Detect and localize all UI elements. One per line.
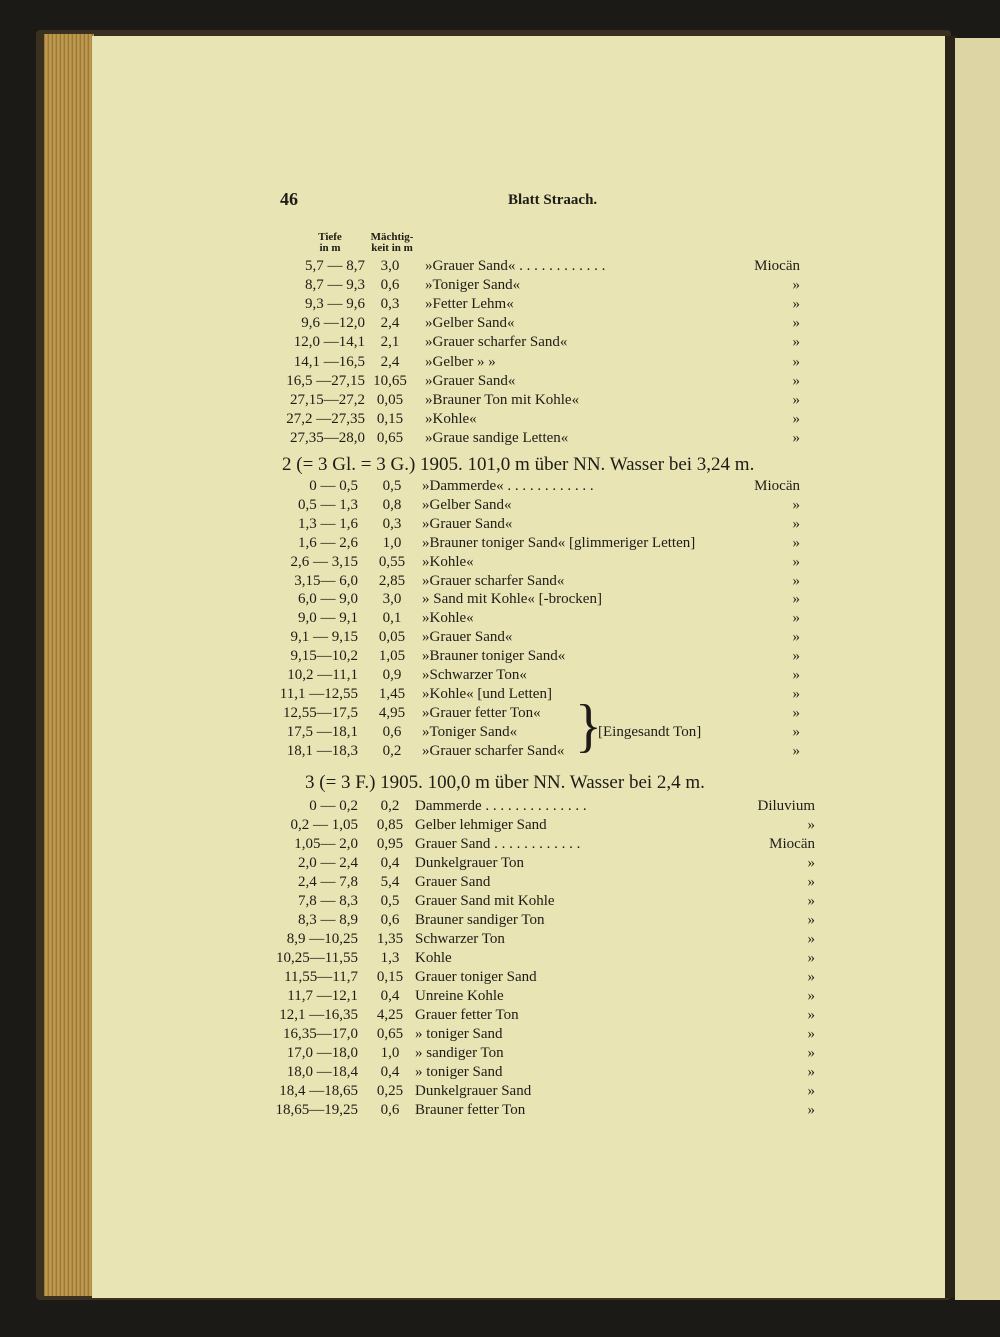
age-cell: » — [792, 553, 800, 570]
age-cell: » — [792, 610, 800, 627]
stratum-cell: »Grauer Sand« — [422, 515, 513, 532]
thickness-cell: 0,15 — [376, 410, 404, 427]
thickness-cell: 0,8 — [382, 496, 402, 513]
age-cell: » — [792, 704, 800, 721]
table-row — [270, 723, 800, 741]
age-cell: Miocän — [754, 478, 800, 494]
page-number: 46 — [280, 189, 298, 209]
table-row — [270, 647, 800, 665]
stratum-cell: »Fetter Lehm« — [425, 296, 514, 313]
stratum-cell: »Grauer Sand« — [425, 372, 516, 389]
stratum-cell: Dammerde . . . . . . . . . . . . . . — [415, 798, 587, 814]
thickness-cell: 1,45 — [378, 685, 406, 702]
depth-cell: 1,05— 2,0 — [294, 836, 358, 852]
thickness-cell: 0,65 — [376, 1026, 404, 1042]
thickness-cell: 4,25 — [376, 1007, 404, 1023]
depth-cell: 0 — 0,2 — [309, 798, 358, 814]
thickness-cell: 0,6 — [380, 912, 400, 928]
age-cell: » — [792, 534, 800, 551]
depth-cell: 10,2 —11,1 — [287, 667, 358, 683]
table-row — [270, 572, 800, 590]
age-cell: » — [792, 667, 800, 683]
table-row — [270, 257, 800, 275]
table-row — [270, 295, 800, 313]
header-depth-line2: in m — [319, 242, 341, 254]
thickness-cell: 0,85 — [376, 817, 404, 833]
thickness-cell: 0,2 — [380, 798, 400, 814]
stratum-cell: »Grauer scharfer Sand« — [422, 742, 565, 759]
thickness-cell: 0,2 — [382, 742, 402, 759]
depth-cell: 2,6 — 3,15 — [290, 553, 358, 570]
stratum-cell: »Graue sandige Letten« — [425, 429, 569, 446]
table-row — [270, 314, 800, 332]
age-cell: » — [792, 723, 800, 740]
depth-cell: 0,2 — 1,05 — [290, 817, 358, 833]
table-row — [265, 873, 815, 891]
table-row — [270, 553, 800, 571]
age-cell: » — [792, 591, 800, 608]
thickness-cell: 0,5 — [382, 478, 402, 494]
depth-cell: 27,15—27,2 — [290, 391, 365, 408]
thickness-cell: 0,55 — [378, 553, 406, 570]
age-cell: » — [792, 515, 800, 532]
thickness-cell: 0,4 — [380, 988, 400, 1004]
age-cell: » — [792, 629, 800, 646]
table-row — [270, 515, 800, 533]
depth-cell: 2,0 — 2,4 — [298, 855, 358, 871]
stratum-cell: Dunkelgrauer Ton — [415, 855, 525, 871]
table-row — [265, 987, 815, 1005]
age-cell: » — [792, 648, 800, 665]
depth-cell: 17,0 —18,0 — [286, 1045, 358, 1061]
age-cell: » — [792, 277, 800, 294]
table-row — [270, 609, 800, 627]
depth-cell: 9,3 — 9,6 — [305, 296, 365, 313]
thickness-cell: 0,3 — [380, 296, 400, 313]
thickness-cell: 0,65 — [376, 429, 404, 446]
depth-cell: 9,6 —12,0 — [301, 315, 365, 332]
depth-cell: 9,0 — 9,1 — [298, 610, 358, 627]
thickness-cell: 10,65 — [373, 372, 407, 389]
thickness-cell: 0,4 — [380, 1064, 400, 1080]
depth-cell: 27,35—28,0 — [290, 429, 365, 446]
age-cell: » — [792, 429, 800, 446]
stratum-cell: »Brauner toniger Sand« — [422, 648, 566, 665]
stratum-cell: »Brauner Ton mit Kohle« — [425, 391, 580, 408]
table-row — [265, 816, 815, 834]
stratum-cell: »Toniger Sand« — [425, 277, 521, 294]
table-row — [265, 949, 815, 967]
thickness-cell: 0,9 — [382, 667, 402, 683]
table-row — [270, 534, 800, 552]
stratum-cell: Kohle — [415, 950, 452, 966]
age-cell: » — [807, 817, 815, 833]
table-row — [265, 930, 815, 948]
age-cell: » — [807, 1083, 815, 1099]
depth-cell: 9,1 — 9,15 — [290, 629, 358, 646]
brace-glyph: } — [575, 693, 602, 759]
thickness-cell: 3,0 — [382, 591, 402, 608]
stratum-cell: » sandiger Ton — [415, 1045, 504, 1061]
age-cell: Miocän — [754, 258, 800, 274]
thickness-cell: 0,15 — [376, 969, 404, 985]
depth-cell: 27,2 —27,35 — [286, 410, 365, 427]
thickness-cell: 0,6 — [382, 723, 402, 740]
age-cell: » — [792, 296, 800, 313]
depth-cell: 9,15—10,2 — [290, 648, 358, 665]
age-cell: » — [807, 912, 815, 928]
age-cell: » — [792, 315, 800, 332]
thickness-cell: 1,3 — [380, 950, 400, 966]
thickness-cell: 1,0 — [380, 1045, 400, 1061]
age-cell: » — [792, 372, 800, 389]
age-cell: » — [807, 1026, 815, 1042]
stratum-cell: Grauer Sand mit Kohle — [415, 893, 555, 909]
table-row — [270, 685, 800, 703]
depth-cell: 10,25—11,55 — [276, 950, 358, 966]
stratum-cell: Schwarzer Ton — [415, 931, 505, 947]
thickness-cell: 0,05 — [376, 391, 404, 408]
header-thick-line2: keit in m — [371, 242, 413, 254]
thickness-cell: 0,1 — [382, 610, 402, 627]
depth-cell: 11,1 —12,55 — [279, 685, 358, 702]
thickness-cell: 2,1 — [380, 334, 400, 351]
table-row — [270, 372, 800, 390]
table-row — [265, 892, 815, 910]
age-cell: » — [807, 950, 815, 966]
depth-cell: 12,0 —14,1 — [293, 334, 365, 351]
bracket-note: [Eingesandt Ton] — [598, 724, 702, 740]
age-cell: » — [792, 742, 800, 759]
table-row — [265, 1101, 815, 1119]
depth-cell: 2,4 — 7,8 — [298, 874, 358, 890]
age-cell: » — [807, 1102, 815, 1118]
depth-cell: 8,3 — 8,9 — [298, 912, 358, 928]
thickness-cell: 0,25 — [376, 1083, 404, 1099]
stratum-cell: Grauer Sand . . . . . . . . . . . . — [415, 836, 581, 852]
depth-cell: 8,7 — 9,3 — [305, 277, 365, 294]
age-cell: » — [807, 1007, 815, 1023]
table-row — [270, 666, 800, 684]
table-row — [270, 276, 800, 294]
depth-cell: 5,7 — 8,7 — [305, 258, 365, 274]
table-row — [265, 1063, 815, 1081]
table-row — [265, 911, 815, 929]
table-row — [265, 1025, 815, 1043]
stratum-cell: Unreine Kohle — [415, 988, 504, 1004]
table-row — [270, 628, 800, 646]
thickness-cell: 2,4 — [380, 315, 400, 332]
age-cell: » — [807, 855, 815, 871]
stratum-cell: » toniger Sand — [415, 1064, 503, 1080]
stratum-cell: »Grauer scharfer Sand« — [422, 572, 565, 589]
age-cell: » — [807, 874, 815, 890]
age-cell: » — [792, 496, 800, 513]
column-header-depth — [305, 232, 355, 254]
section-2-heading: 2 (= 3 Gl. = 3 G.) 1905. 101,0 m über NN. Wasser bei 3,24 m. — [282, 454, 755, 475]
age-cell: Miocän — [769, 836, 815, 852]
table-row — [265, 1006, 815, 1024]
stratum-cell: »Grauer fetter Ton« — [422, 704, 541, 721]
thickness-cell: 4,95 — [378, 704, 406, 721]
thickness-cell: 5,4 — [380, 874, 400, 890]
depth-cell: 14,1 —16,5 — [293, 353, 365, 370]
table-row — [265, 854, 815, 872]
stratum-cell: »Gelber Sand« — [422, 496, 512, 513]
stratum-cell: »Grauer Sand« — [422, 629, 513, 646]
depth-cell: 18,1 —18,3 — [286, 742, 358, 759]
stratum-cell: Dunkelgrauer Sand — [415, 1083, 532, 1099]
stratum-cell: »Schwarzer Ton« — [422, 667, 527, 683]
depth-cell: 18,4 —18,65 — [279, 1083, 358, 1099]
age-cell: » — [792, 391, 800, 408]
age-cell: » — [792, 334, 800, 351]
depth-cell: 16,5 —27,15 — [286, 372, 365, 389]
depth-cell: 0,5 — 1,3 — [298, 496, 358, 513]
stratum-cell: Brauner sandiger Ton — [415, 912, 545, 928]
header-thick-line1: Mächtig- — [370, 231, 414, 243]
page-edges — [44, 34, 94, 1296]
stratum-cell: Grauer Sand — [415, 874, 491, 890]
depth-cell: 18,0 —18,4 — [286, 1064, 358, 1080]
table-row — [270, 742, 800, 760]
stratum-cell: »Gelber Sand« — [425, 315, 515, 332]
depth-cell: 11,7 —12,1 — [287, 988, 358, 1004]
age-cell: Diluvium — [757, 798, 815, 814]
table-row — [265, 1044, 815, 1062]
age-cell: » — [792, 410, 800, 427]
depth-cell: 1,6 — 2,6 — [298, 534, 358, 551]
stratum-cell: Grauer toniger Sand — [415, 969, 537, 985]
depth-cell: 12,55—17,5 — [283, 704, 358, 721]
thickness-cell: 3,0 — [380, 258, 400, 274]
page-title: Blatt Straach. — [508, 192, 598, 208]
table-row — [270, 496, 800, 514]
thickness-cell: 2,4 — [380, 353, 400, 370]
depth-cell: 8,9 —10,25 — [286, 931, 358, 947]
age-cell: » — [807, 1045, 815, 1061]
depth-cell: 6,0 — 9,0 — [298, 591, 358, 608]
depth-cell: 0 — 0,5 — [309, 478, 358, 494]
thickness-cell: 0,05 — [378, 629, 406, 646]
stratum-cell: Brauner fetter Ton — [415, 1102, 526, 1118]
thickness-cell: 0,4 — [380, 855, 400, 871]
section-3-heading: 3 (= 3 F.) 1905. 100,0 m über NN. Wasser bei 2,4 m. — [305, 772, 705, 793]
stratum-cell: »Grauer Sand« . . . . . . . . . . . . — [425, 258, 606, 274]
stratum-cell: »Brauner toniger Sand« [glimmeriger Letten] — [422, 534, 696, 551]
stratum-cell: Grauer fetter Ton — [415, 1007, 519, 1023]
thickness-cell: 1,0 — [382, 534, 402, 551]
table-row — [265, 968, 815, 986]
table-row — [270, 353, 800, 371]
thickness-cell: 2,85 — [378, 572, 406, 589]
age-cell: » — [807, 931, 815, 947]
table-row — [265, 1082, 815, 1100]
depth-cell: 3,15— 6,0 — [294, 572, 358, 589]
table-row — [270, 410, 800, 428]
table-row — [270, 477, 800, 495]
table-row — [270, 429, 800, 447]
stratum-cell: »Gelber » » — [425, 353, 496, 370]
depth-cell: 18,65—19,25 — [275, 1102, 358, 1118]
depth-cell: 1,3 — 1,6 — [298, 515, 358, 532]
table-row — [270, 590, 800, 608]
thickness-cell: 0,6 — [380, 277, 400, 294]
facing-page — [955, 38, 1000, 1300]
table-row — [265, 797, 815, 815]
thickness-cell: 1,05 — [378, 648, 406, 665]
thickness-cell: 0,3 — [382, 515, 402, 532]
column-header-thickness — [360, 232, 424, 254]
age-cell: » — [807, 893, 815, 909]
stratum-cell: » Sand mit Kohle« [-brocken] — [422, 591, 602, 608]
header-depth-line1: Tiefe — [318, 231, 342, 243]
depth-cell: 12,1 —16,35 — [279, 1007, 358, 1023]
stratum-cell: » toniger Sand — [415, 1026, 503, 1042]
depth-cell: 16,35—17,0 — [283, 1026, 358, 1042]
stratum-cell: »Kohle« — [422, 553, 474, 570]
thickness-cell: 1,35 — [376, 931, 404, 947]
stratum-cell: »Dammerde« . . . . . . . . . . . . — [422, 478, 594, 494]
thickness-cell: 0,95 — [376, 836, 404, 852]
stratum-cell: »Toniger Sand« — [422, 723, 518, 740]
depth-cell: 7,8 — 8,3 — [298, 893, 358, 909]
table-row — [270, 391, 800, 409]
age-cell: » — [792, 572, 800, 589]
depth-cell: 17,5 —18,1 — [286, 723, 358, 740]
stratum-cell: »Kohle« [und Letten] — [422, 685, 552, 702]
stratum-cell: Gelber lehmiger Sand — [415, 817, 547, 833]
table-row — [270, 704, 800, 722]
age-cell: » — [807, 1064, 815, 1080]
age-cell: » — [807, 969, 815, 985]
table-row — [270, 333, 800, 351]
table-row — [265, 835, 815, 853]
stratum-cell: »Kohle« — [422, 610, 474, 627]
stratum-cell: »Kohle« — [425, 410, 477, 427]
age-cell: » — [807, 988, 815, 1004]
thickness-cell: 0,5 — [380, 893, 400, 909]
thickness-cell: 0,6 — [380, 1102, 400, 1118]
age-cell: » — [792, 353, 800, 370]
stratum-cell: »Grauer scharfer Sand« — [425, 334, 568, 351]
depth-cell: 11,55—11,7 — [284, 969, 358, 985]
age-cell: » — [792, 685, 800, 702]
